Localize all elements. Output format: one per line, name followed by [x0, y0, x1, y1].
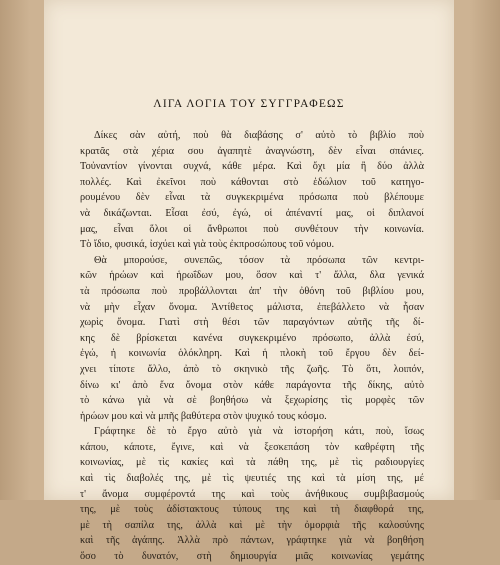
text-line: Θὰ μπορούσε, συνεπῶς, τόσον τὰ πρόσωπα τῶν κεντρι-: [94, 254, 424, 266]
text-line: Τὸ ἴδιο, φυσικά, ἰσχύει καὶ γιὰ τοὺς ἐκπροσώπους τοῦ νόμου.: [80, 239, 335, 251]
text-line: μὲ τὴ σαπίλα της, ἀλλὰ καὶ μὲ τὴν ὀμορφιὰ τῆς καλοσύνης: [80, 519, 424, 531]
text-line: κης δὲ βρίσκεται κανένα συγκεκριμένο πρόσωπο, ἀλλὰ ἐσύ,: [80, 332, 424, 344]
text-line: νὰ μὴν εἶχαν ὄνομα. Ἀντίθετος μάλιστα, ἐπεβάλλετο νὰ ἦσαν: [80, 301, 424, 313]
book-page: [44, 0, 454, 563]
text-line: ὅσο τὸ δυνατόν, στὴ δημιουργία μιᾶς κοινωνίας γεμάτης: [80, 551, 424, 563]
text-line: τὰ πρόσωπα ποὺ προβάλλονται ἀπ' τὴν ὀθόνη τοῦ βιβλίου μου,: [80, 285, 424, 297]
text-line: κρατᾶς στὰ χέρια σου ἀγαπητὲ ἀναγνώστη, δὲν εἶναι σπάνιες.: [80, 145, 424, 157]
text-line: Γράφτηκε δὲ τὸ ἔργο αὐτὸ γιὰ νὰ ἱστορήση κάτι, ποὺ, ἴσως: [94, 426, 424, 438]
text-line: ρουμένου δὲν εἶναι τὰ συγκεκριμένα πρόσωπα ποὺ βλέπουμε: [80, 192, 424, 204]
text-line: ἡρώων μου καὶ νὰ μπῆς βαθύτερα στὸν ψυχικό τους κόσμο.: [80, 410, 327, 422]
text-line: Τοὐναντίον γίνονται συχνά, κάθε μέρα. Καὶ ὄχι μία ἢ δύο ἀλλὰ: [80, 161, 424, 173]
body-text: [80, 128, 424, 563]
text-line: τ' ἄνομα συμφέροντά της καὶ τοὺς ἀνήθικους συμβιβασμούς: [80, 488, 424, 500]
text-line: κῶν ἡρώων καὶ ἡρωΐδων μου, ὅσον καὶ τ' ἄλλα, δλα γενικά: [80, 270, 424, 282]
text-line: τὸ κάνω γιὰ νὰ σὲ βοηθήσω νὰ ξεχωρίσης τὶς μορφὲς τῶν: [80, 395, 424, 407]
page-heading: ΛΙΓΑ ΛΟΓΙΑ ΤΟΥ ΣΥΓΓΡΑΦΕΩΣ: [153, 98, 345, 110]
text-line: νὰ δικάζωνται. Εἶσαι ἐσύ, ἐγώ, οἱ ἀπέναντί μας, οἱ διπλανοί: [80, 207, 424, 219]
text-line: πολλές. Καὶ ἐκεῖνοι ποὺ κάθονται στὸ ἑδώλιον τοῦ κατηγο-: [80, 176, 424, 188]
text-line: μας, εἶναι ὅλοι οἱ ἄνθρωποι ποὺ συνθέτουν τὴν κοινωνία.: [80, 223, 424, 235]
text-line: Δίκες σὰν αὐτή, ποὺ θὰ διαβάσης σ' αὐτὸ τὸ βιβλίο ποὺ: [94, 130, 424, 141]
text-line: δίνω κι' ἀπὸ ἕνα ὄνομα στὸν κάθε παράγοντα τῆς δίκης, αὐτὸ: [80, 379, 424, 391]
text-line: καὶ τῆς ἀγάπης. Ἀλλὰ πρὸ πάντων, γράφτηκε γιὰ νὰ βοηθήση: [80, 535, 424, 547]
text-line: ἐγώ, ἡ κοινωνία ὁλόκληρη. Καὶ ἡ πλοκὴ τοῦ ἔργου δὲν δεί-: [80, 348, 424, 360]
text-line: της, μὲ τοὺς ἀδίστακτους τύπους της καὶ τὴ διαφθορά της,: [80, 504, 424, 516]
text-line: κοινωνίας, μὲ τὶς κακίες καὶ τὰ πάθη της, μὲ τὶς ραδιουργίες: [80, 457, 424, 469]
text-line: καὶ τὶς διαβολές της, μὲ τὶς ψευτιές της καὶ τὰ μίση της, μέ: [80, 473, 424, 485]
text-line: κάπου, κάποτε, ἔγινε, καὶ νὰ ξεσκεπάση τὸν καθρέφτη τῆς: [80, 441, 424, 453]
text-line: χνει τίποτε ἄλλο, ἀπὸ τὸ σκηνικὸ τῆς ζωῆς. Τὸ ὅτι, λοιπόν,: [80, 363, 424, 375]
text-line: χωρὶς ὄνομα. Γιατὶ στὴ θέσι τῶν παραγόντων αὐτῆς τῆς δί-: [80, 317, 424, 329]
